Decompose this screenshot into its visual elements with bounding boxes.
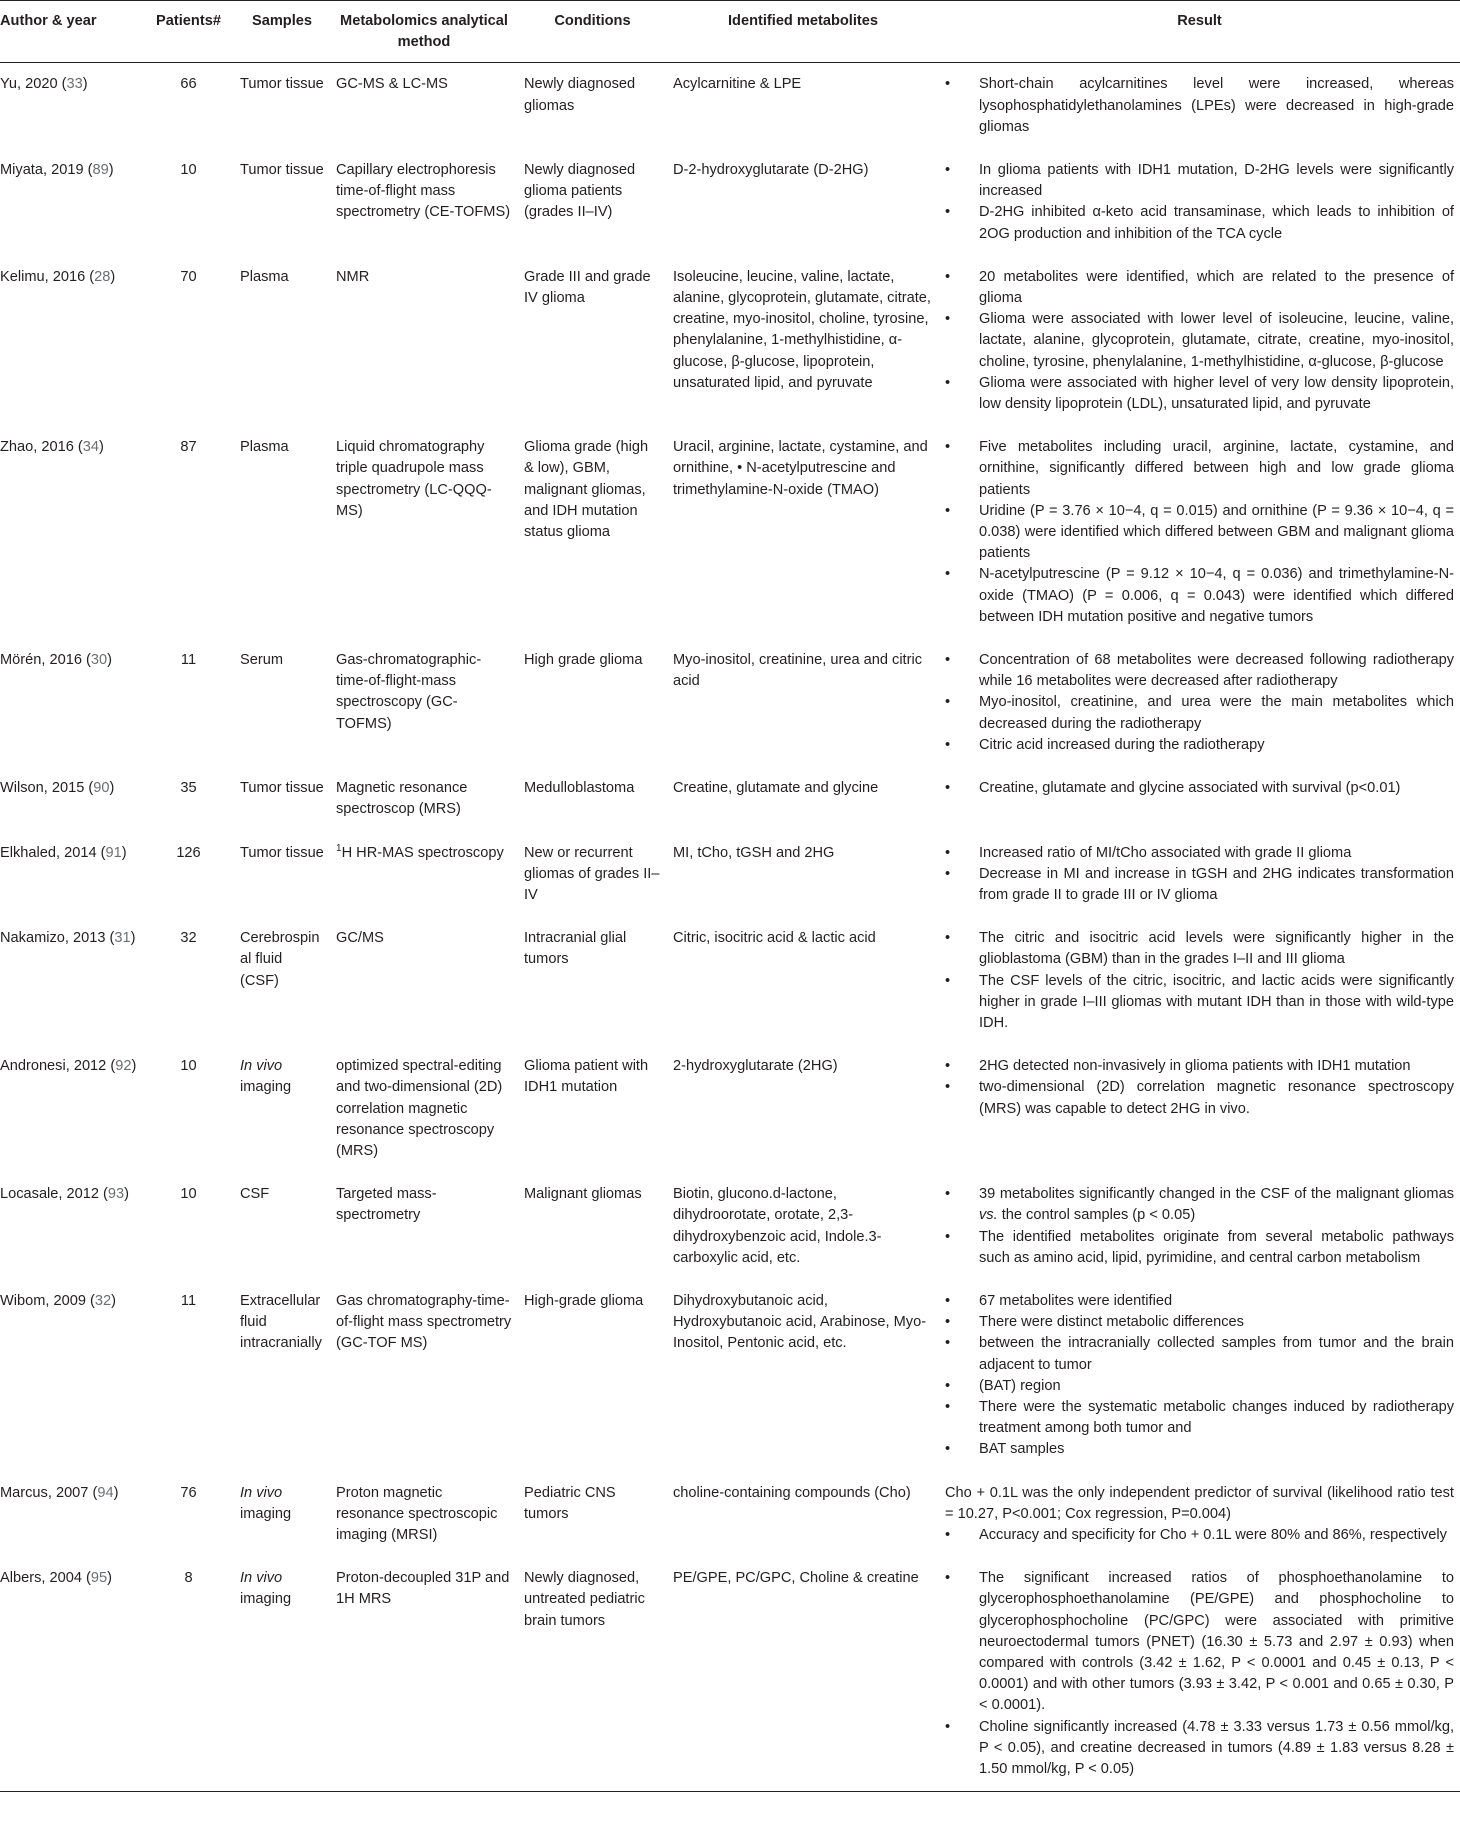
result-list <box>945 928 1454 1034</box>
cell-results <box>939 1173 1460 1280</box>
cell-results <box>939 767 1460 831</box>
author-year: Marcus, 2007 <box>0 1484 89 1501</box>
cell-samples <box>234 1557 330 1792</box>
samples-italic: In vivo <box>240 1570 283 1587</box>
samples-text: Tumor tissue <box>240 76 324 93</box>
table-row <box>0 917 1460 1045</box>
cell-samples <box>234 256 330 426</box>
result-bullet: • Choline significantly increased (4.78 ± 3.33 versus 1.73 ± 0.56 mmol/kg, P < 0.05), and creatine decreased in tumors (4.89 ± 1.83 versus 8.28 ± 1.50 mmol/kg, P < 0.05) <box>945 1717 1454 1781</box>
table-row <box>0 1173 1460 1280</box>
samples-text: CSF <box>240 1186 270 1203</box>
col-header-author: Author & year <box>0 1 143 63</box>
cell-metabolites: Isoleucine, leucine, valine, lactate, alanine, glycoprotein, glutamate, citrate, creatine, myo-inositol, choline, tyrosine, phenylalanine, 1-methylhistidine, α-glucose, β-glucose, lipoprotein, unsaturated lipid, and pyruvate <box>673 268 931 391</box>
result-bullet: • Short-chain acylcarnitines level were increased, whereas lysophosphatidylethanolamines (LPEs) were decreased in high-grade gliomas <box>945 74 1454 138</box>
col-header-samples: Samples <box>234 1 330 63</box>
header-row <box>0 1 1460 63</box>
method-text: GC-MS & LC-MS <box>336 76 448 93</box>
author-year: Wilson, 2015 <box>0 780 85 797</box>
col-header-conditions: Conditions <box>518 1 667 63</box>
result-list <box>945 1184 1454 1269</box>
cell-method <box>330 767 518 831</box>
samples-text: Plasma <box>240 268 289 285</box>
cell-author: Kelimu, 2016 (28) <box>0 268 116 285</box>
reference-number: 28 <box>94 268 111 285</box>
reference-number: 93 <box>107 1186 125 1203</box>
result-bullet: • Myo-inositol, creatinine, and urea were the main metabolites which decreased during the radiotherapy <box>945 692 1454 734</box>
reference-number: 31 <box>114 930 131 947</box>
cell-metabolites: Citric, isocitric acid & lactic acid <box>673 930 876 947</box>
cell-metabolites: Creatine, glutamate and glycine <box>673 780 879 797</box>
cell-metabolites: PE/GPE, PC/GPC, Choline & creatine <box>667 1557 939 1792</box>
cell-conditions: Glioma patient with IDH1 mutation <box>524 1058 649 1096</box>
result-bullet <box>945 1184 1454 1226</box>
cell-samples <box>234 767 330 831</box>
cell-method <box>330 1557 518 1792</box>
table-row <box>0 1280 1460 1472</box>
author-year: Albers, 2004 <box>0 1570 82 1587</box>
samples-text: Tumor tissue <box>240 780 324 797</box>
cell-metabolites: Dihydroxybutanoic acid, Hydroxybutanoic acid, Arabinose, Myo-Inositol, Pentonic acid, etc. <box>673 1292 927 1352</box>
method-text: Targeted mass-spectrometry <box>336 1186 437 1224</box>
result-pre: 39 metabolites significantly changed in the CSF of the malignant gliomas <box>979 1186 1454 1203</box>
reference-number: 32 <box>94 1292 112 1309</box>
cell-samples <box>234 1280 330 1472</box>
method-text: optimized spectral-editing and two-dimensional (2D) correlation magnetic resonance spectroscopy (MRS) <box>336 1058 503 1159</box>
result-list <box>945 1568 1454 1780</box>
cell-samples <box>234 1173 330 1280</box>
reference-number: 94 <box>97 1484 114 1501</box>
cell-patients: 126 <box>176 844 201 861</box>
result-list <box>945 843 1454 907</box>
result-list <box>945 1291 1454 1461</box>
samples-text: Cerebrospinal fluid (CSF) <box>240 930 320 989</box>
cell-results <box>939 832 1460 918</box>
cell-method <box>330 1045 518 1173</box>
author-year: Mörén, 2016 <box>0 652 82 669</box>
cell-method <box>330 149 518 256</box>
cell-method <box>330 639 518 767</box>
reference-number: 33 <box>66 76 83 93</box>
result-bullet: • BAT samples <box>945 1439 1454 1460</box>
cell-patients: 66 <box>180 76 197 93</box>
cell-method <box>330 1472 518 1558</box>
result-bullet: • 20 metabolites were identified, which are related to the presence of glioma <box>945 267 1454 309</box>
result-list <box>945 778 1454 799</box>
cell-conditions: Glioma grade (high & low), GBM, malignant gliomas, and IDH mutation status glioma <box>524 439 649 541</box>
author-year: Andronesi, 2012 <box>0 1058 107 1075</box>
cell-conditions: Newly diagnosed, untreated pediatric brain tumors <box>518 1557 667 1792</box>
cell-metabolites: 2-hydroxyglutarate (2HG) <box>673 1058 838 1075</box>
col-header-patients: Patients# <box>143 1 234 63</box>
samples-italic: In vivo <box>240 1058 283 1075</box>
cell-conditions: Grade III and grade IV glioma <box>524 268 651 307</box>
method-text: H HR-MAS spectroscopy <box>341 844 504 861</box>
table-row <box>0 1472 1460 1558</box>
samples-text: Tumor tissue <box>240 844 324 861</box>
cell-conditions: High grade glioma <box>524 652 643 669</box>
result-list <box>945 267 1454 415</box>
result-bullet: • N-acetylputrescine (P = 9.12 × 10−4, q = 0.036) and trimethylamine-N-oxide (TMAO) (P = 0.006, q = 0.043) were identified which differed between IDH mutation positive and negative tumors <box>945 564 1454 628</box>
result-bullet: • 67 metabolites were identified <box>945 1291 1454 1312</box>
result-bullet: • Increased ratio of MI/tCho associated with grade II glioma <box>945 843 1454 864</box>
result-bullet: • Creatine, glutamate and glycine associated with survival (p<0.01) <box>945 778 1454 799</box>
author-year: Zhao, 2016 <box>0 439 74 456</box>
method-text: Gas-chromatographic-time-of-flight-mass spectroscopy (GC-TOFMS) <box>336 652 482 732</box>
method-text: NMR <box>336 268 370 285</box>
samples-italic: In vivo <box>240 1484 283 1501</box>
table-row <box>0 426 1460 639</box>
cell-metabolites: Uracil, arginine, lactate, cystamine, and ornithine, • N-acetylputrescine and trimethylamine-N-oxide (TMAO) <box>673 439 928 498</box>
cell-author: Marcus, 2007 (94) <box>0 1484 119 1501</box>
reference-number: 95 <box>90 1570 108 1587</box>
cell-samples <box>234 1472 330 1558</box>
method-text: Capillary electrophoresis time-of-flight mass spectrometry (CE-TOFMS) <box>336 162 511 221</box>
author-year: Locasale, 2012 <box>0 1186 99 1203</box>
cell-method <box>330 1173 518 1280</box>
cell-conditions: Malignant gliomas <box>524 1186 642 1203</box>
reference-number: 89 <box>92 162 109 179</box>
result-bullet: • Decrease in MI and increase in tGSH and 2HG indicates transformation from grade II to grade III or IV glioma <box>945 864 1454 906</box>
result-post: the control samples (p < 0.05) <box>997 1207 1196 1224</box>
cell-conditions: Newly diagnosed glioma patients (grades II–IV) <box>524 162 636 221</box>
author-year: Elkhaled, 2014 <box>0 844 97 861</box>
result-italic: vs. <box>979 1207 998 1224</box>
cell-author: Miyata, 2019 (89) <box>0 162 114 179</box>
cell-results <box>939 63 1460 149</box>
result-bullet: • The CSF levels of the citric, isocitric, and lactic acids were significantly higher in grade I–III gliomas with mutant IDH than in those with wild-type IDH. <box>945 971 1454 1035</box>
cell-results <box>939 1280 1460 1472</box>
cell-samples <box>234 426 330 639</box>
result-bullet: • (BAT) region <box>945 1376 1454 1397</box>
cell-results <box>939 1045 1460 1173</box>
cell-conditions: New or recurrent gliomas of grades II–IV <box>524 844 660 903</box>
cell-patients: 35 <box>180 780 197 797</box>
author-year: Nakamizo, 2013 <box>0 930 106 947</box>
author-year: Kelimu, 2016 <box>0 268 86 285</box>
cell-method <box>330 832 518 918</box>
result-bullet: • The identified metabolites originate from several metabolic pathways such as amino acid, lipid, pyrimidine, and central carbon metabolism <box>945 1227 1454 1269</box>
cell-author: Andronesi, 2012 (92) <box>0 1058 137 1075</box>
cell-samples <box>234 639 330 767</box>
cell-patients: 87 <box>180 439 197 456</box>
method-text: Proton-decoupled 31P and 1H MRS <box>336 1570 510 1608</box>
table-row <box>0 767 1460 831</box>
result-bullet: • The significant increased ratios of phosphoethanolamine to glycerophosphoethanolamine (PE/GPE) and phosphocholine to glycerophosphocholine (PC/GPC) were associated with primitive neuroectodermal tumors (PNET) (16.30 ± 5.73 and 2.97 ± 0.93) when compared with controls (3.42 ± 1.62, P < 0.0001 and 0.45 ± 0.13, P < 0.0001) and with other tumors (3.93 ± 3.42, P < 0.001 and 0.65 ± 0.30, P < 0.0001). <box>945 1568 1454 1716</box>
result-bullet: • The citric and isocitric acid levels were significantly higher in the glioblastoma (GBM) than in the grades I–II and III glioma <box>945 928 1454 970</box>
cell-conditions: Medulloblastoma <box>524 780 635 797</box>
result-bullet: • two-dimensional (2D) correlation magnetic resonance spectroscopy (MRS) was capable to detect 2HG in vivo. <box>945 1077 1454 1119</box>
method-text: Gas chromatography-time-of-flight mass spectrometry (GC-TOF MS) <box>336 1292 512 1352</box>
samples-rest: imaging <box>240 1591 292 1608</box>
samples-text: Plasma <box>240 439 289 456</box>
cell-results <box>939 256 1460 426</box>
cell-patients: 10 <box>180 1058 197 1075</box>
table-row <box>0 832 1460 918</box>
cell-metabolites: Acylcarnitine & LPE <box>673 76 802 93</box>
table-row <box>0 149 1460 256</box>
cell-author: Yu, 2020 (33) <box>0 76 88 93</box>
result-bullet: • Uridine (P = 3.76 × 10−4, q = 0.015) and ornithine (P = 9.36 × 10−4, q = 0.038) were identified which differed between GBM and malignant glioma patients <box>945 501 1454 565</box>
method-text: Liquid chromatography triple quadrupole mass spectrometry (LC-QQQ-MS) <box>336 439 492 519</box>
cell-conditions: Pediatric CNS tumors <box>524 1484 616 1522</box>
reference-number: 91 <box>105 844 122 861</box>
cell-conditions: Intracranial glial tumors <box>524 930 627 968</box>
result-bullet: • Citric acid increased during the radiotherapy <box>945 735 1454 756</box>
result-list <box>945 160 1454 245</box>
table-row <box>0 63 1460 149</box>
method-text: Proton magnetic resonance spectroscopic imaging (MRSI) <box>336 1484 498 1543</box>
cell-patients: 76 <box>180 1484 197 1501</box>
cell-patients: 11 <box>180 1292 197 1309</box>
cell-samples <box>234 917 330 1045</box>
cell-method <box>330 1280 518 1472</box>
cell-patients: 32 <box>180 930 197 947</box>
table-row <box>0 639 1460 767</box>
cell-author: Albers, 2004 (95) <box>0 1557 143 1792</box>
samples-text: Serum <box>240 652 283 669</box>
cell-metabolites: Myo-inositol, creatinine, urea and citric acid <box>673 652 923 690</box>
cell-patients: 10 <box>180 162 197 179</box>
table-row <box>0 1557 1460 1792</box>
reference-number: 34 <box>82 439 99 456</box>
cell-patients: 8 <box>143 1557 234 1792</box>
result-bullet: • There were the systematic metabolic changes induced by radiotherapy treatment among both tumor and <box>945 1397 1454 1439</box>
result-bullet: • between the intracranially collected samples from tumor and the brain adjacent to tumor <box>945 1333 1454 1375</box>
cell-author: Elkhaled, 2014 (91) <box>0 844 127 861</box>
cell-samples <box>234 149 330 256</box>
cell-metabolites: MI, tCho, tGSH and 2HG <box>673 844 835 861</box>
cell-metabolites: D-2-hydroxyglutarate (D-2HG) <box>673 162 869 179</box>
samples-text: Tumor tissue <box>240 162 324 179</box>
samples-rest: imaging <box>240 1505 292 1522</box>
result-bullet: • 2HG detected non-invasively in glioma patients with IDH1 mutation <box>945 1056 1454 1077</box>
result-text: Cho + 0.1L was the only independent predictor of survival (likelihood ratio test = 10.27, P<0.001; Cox regression, P=0.004) <box>945 1484 1454 1522</box>
cell-results <box>939 1557 1460 1792</box>
result-bullet: • Concentration of 68 metabolites were decreased following radiotherapy while 16 metabolites were decreased after radiotherapy <box>945 650 1454 692</box>
result-bullet: • Glioma were associated with higher level of very low density lipoprotein, low density lipoprotein (LDL), unsaturated lipid, and pyruvate <box>945 373 1454 415</box>
author-year: Wibom, 2009 <box>0 1292 86 1309</box>
result-bullet: • Glioma were associated with lower level of isoleucine, leucine, valine, lactate, alanine, glycoprotein, glutamate, citrate, creatine, myo-inositol, choline, tyrosine, phenylalanine, 1-methylhistidine, α-glucose, β-glucose <box>945 309 1454 373</box>
cell-author: Mörén, 2016 (30) <box>0 652 112 669</box>
result-bullet: • Accuracy and specificity for Cho + 0.1L were 80% and 86%, respectively <box>945 1525 1454 1546</box>
cell-patients: 70 <box>180 268 197 285</box>
author-year: Miyata, 2019 <box>0 162 84 179</box>
cell-conditions: Newly diagnosed gliomas <box>524 76 636 114</box>
cell-metabolites: Biotin, glucono.d-lactone, dihydroorotate, orotate, 2,3-dihydroxybenzoic acid, Indole.3-carboxylic acid, etc. <box>673 1186 882 1266</box>
col-header-result: Result <box>939 1 1460 63</box>
reference-number: 30 <box>90 652 108 669</box>
col-header-metabolites: Identified metabolites <box>667 1 939 63</box>
cell-method <box>330 917 518 1045</box>
result-bullet: • There were distinct metabolic differences <box>945 1312 1454 1333</box>
cell-results <box>939 149 1460 256</box>
cell-metabolites: choline-containing compounds (Cho) <box>673 1484 911 1501</box>
cell-author: Wibom, 2009 (32) <box>0 1292 117 1309</box>
method-text: GC/MS <box>336 930 384 947</box>
cell-method <box>330 256 518 426</box>
table-row <box>0 256 1460 426</box>
cell-author: Nakamizo, 2013 (31) <box>0 930 136 947</box>
reference-number: 92 <box>115 1058 132 1075</box>
col-header-method: Metabolomics analytical method <box>330 1 518 63</box>
method-text: Magnetic resonance spectroscop (MRS) <box>336 780 468 818</box>
cell-samples <box>234 63 330 149</box>
cell-results <box>939 426 1460 639</box>
cell-method <box>330 426 518 639</box>
method-superscript: 1 <box>336 842 342 854</box>
result-bullet: • D-2HG inhibited α-keto acid transaminase, which leads to inhibition of 2OG production and inhibition of the TCA cycle <box>945 202 1454 244</box>
cell-samples <box>234 1045 330 1173</box>
cell-results <box>939 1472 1460 1558</box>
table-body <box>0 63 1460 1792</box>
result-list <box>945 74 1454 138</box>
table-row <box>0 1045 1460 1173</box>
result-list <box>945 437 1454 628</box>
cell-method <box>330 63 518 149</box>
cell-patients: 11 <box>180 652 197 669</box>
cell-patients: 10 <box>180 1186 197 1203</box>
cell-samples <box>234 832 330 918</box>
result-list <box>945 650 1454 756</box>
author-year: Yu, 2020 <box>0 76 58 93</box>
cell-author: Zhao, 2016 (34) <box>0 439 104 456</box>
result-list <box>945 1056 1454 1120</box>
reference-number: 90 <box>93 780 110 797</box>
cell-conditions: High-grade glioma <box>524 1292 644 1309</box>
result-list <box>945 1525 1454 1546</box>
cell-author: Wilson, 2015 (90) <box>0 780 115 797</box>
cell-author: Locasale, 2012 (93) <box>0 1186 130 1203</box>
result-bullet: • Five metabolites including uracil, arginine, lactate, cystamine, and ornithine, significantly differed between high and low grade glioma patients <box>945 437 1454 501</box>
samples-text: Extracellular fluid intracranially <box>240 1292 322 1352</box>
samples-rest: imaging <box>240 1079 292 1096</box>
cell-results <box>939 639 1460 767</box>
result-bullet: • In glioma patients with IDH1 mutation, D-2HG levels were significantly increased <box>945 160 1454 202</box>
cell-results <box>939 917 1460 1045</box>
